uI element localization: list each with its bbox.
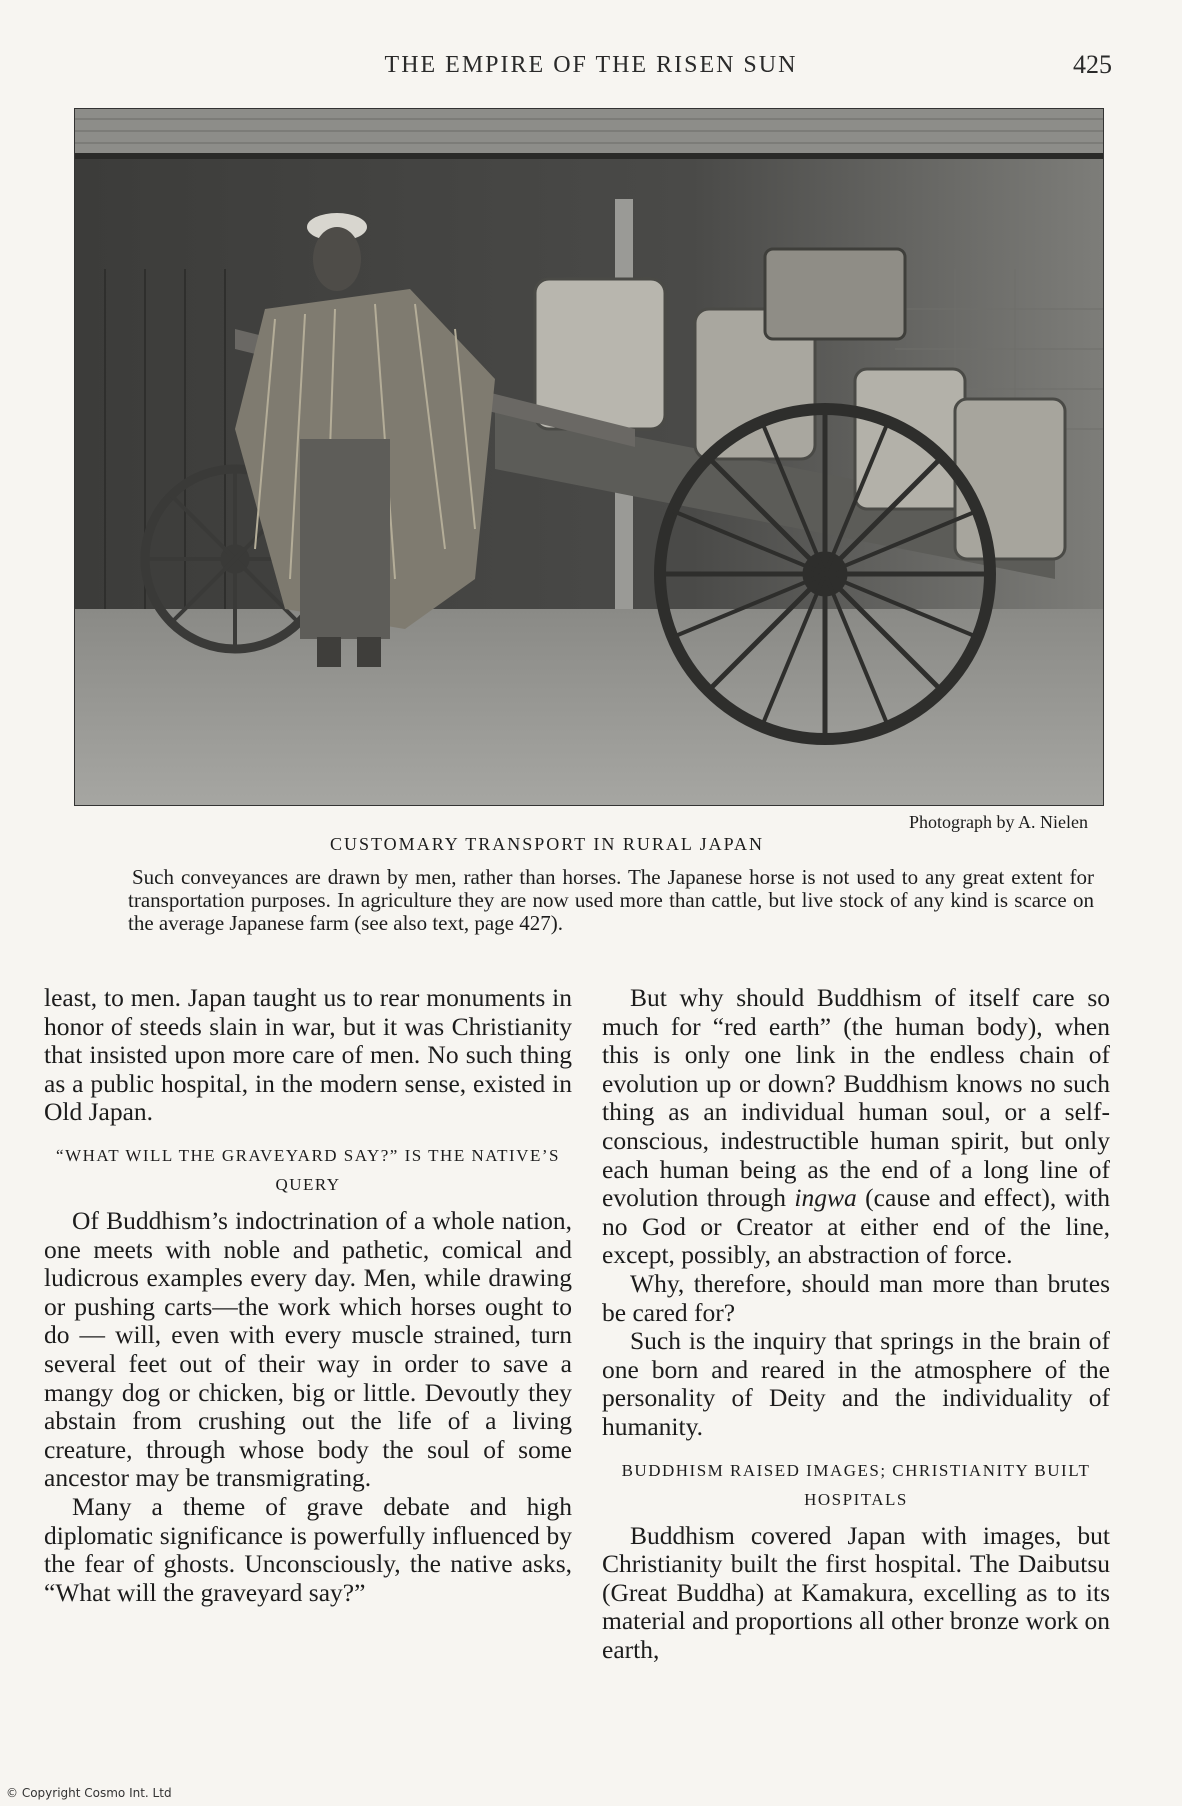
page-number: 425 (1073, 50, 1112, 79)
section-subheading: BUDDHISM RAISED IMAGES; CHRISTIANITY BUILT HOSPITALS (621, 1460, 1091, 1509)
paragraph: Such is the inquiry that springs in the brain of one born and reared in the atmosphere of the personality of Deity and the individuality of humanity. (602, 1326, 1110, 1441)
paragraph: Why, therefore, should man more than brutes be cared for? (602, 1268, 1110, 1327)
photograph-rural-transport (74, 108, 1104, 806)
paragraph-text: (cause and effect), with no God or Creator at either end of the line, except, possibly, an abstraction of force. (602, 1183, 1110, 1270)
paragraph: Buddhism covered Japan with images, but Christianity built the first hospital. The Daibutsu (Great Buddha) at Kamakura, excelling as to its material and proportions all other bronze work on earth, (602, 1520, 1110, 1664)
right-column (602, 984, 1110, 1664)
paragraph (602, 984, 1110, 1270)
section-subheading: “WHAT WILL THE GRAVEYARD SAY?” IS THE NATIVE’S QUERY (56, 1145, 560, 1194)
running-title: THE EMPIRE OF THE RISEN SUN (384, 52, 798, 78)
paragraph: least, to men. Japan taught us to rear monuments in honor of steeds slain in war, but it was Christianity that insisted upon more care of men. No such thing as a public hospital, in the modern sense, existed in Old Japan. (44, 983, 572, 1127)
caption-title: CUSTOMARY TRANSPORT IN RURAL JAPAN (330, 834, 765, 854)
copyright-notice: © Copyright Cosmo Int. Ltd (6, 1786, 172, 1800)
photo-credit: Photograph by A. Nielen (909, 812, 1088, 832)
paragraph-text: But why should Buddhism of itself care so much for “red earth” (the human body), when this is only one link in the endless chain of evolution up or down? Buddhism knows no such thing as an individual human soul, or a self-conscious, indestructible human spirit, but only each human being as the end of a long line of evolution through (602, 983, 1110, 1213)
emphasis-word: ingwa (794, 1183, 857, 1213)
paragraph: Of Buddhism’s indoctrination of a whole nation, one meets with noble and pathetic, comical and ludicrous examples every day. Men, while drawing or pushing carts—the work which horses ought to do — will, even with every muscle strained, turn several feet out of their way in order to save a mangy dog or chicken, big or little. Devoutly they abstain from crushing out the life of a living creature, through whose body the soul of some ancestor may be transmigrating. (44, 1205, 572, 1493)
paragraph: Many a theme of grave debate and high diplomatic significance is powerfully influenced by the fear of ghosts. Unconsciously, the native asks, “What will the graveyard say?” (44, 1491, 572, 1607)
caption-text: Such conveyances are drawn by men, rather than horses. The Japanese horse is not used to any great extent for transportation purposes. In agriculture they are now used more than cattle, but live stock of any kind is scarce on the average Japanese farm (see also text, page 427). (128, 865, 1094, 935)
left-column (44, 984, 572, 1607)
